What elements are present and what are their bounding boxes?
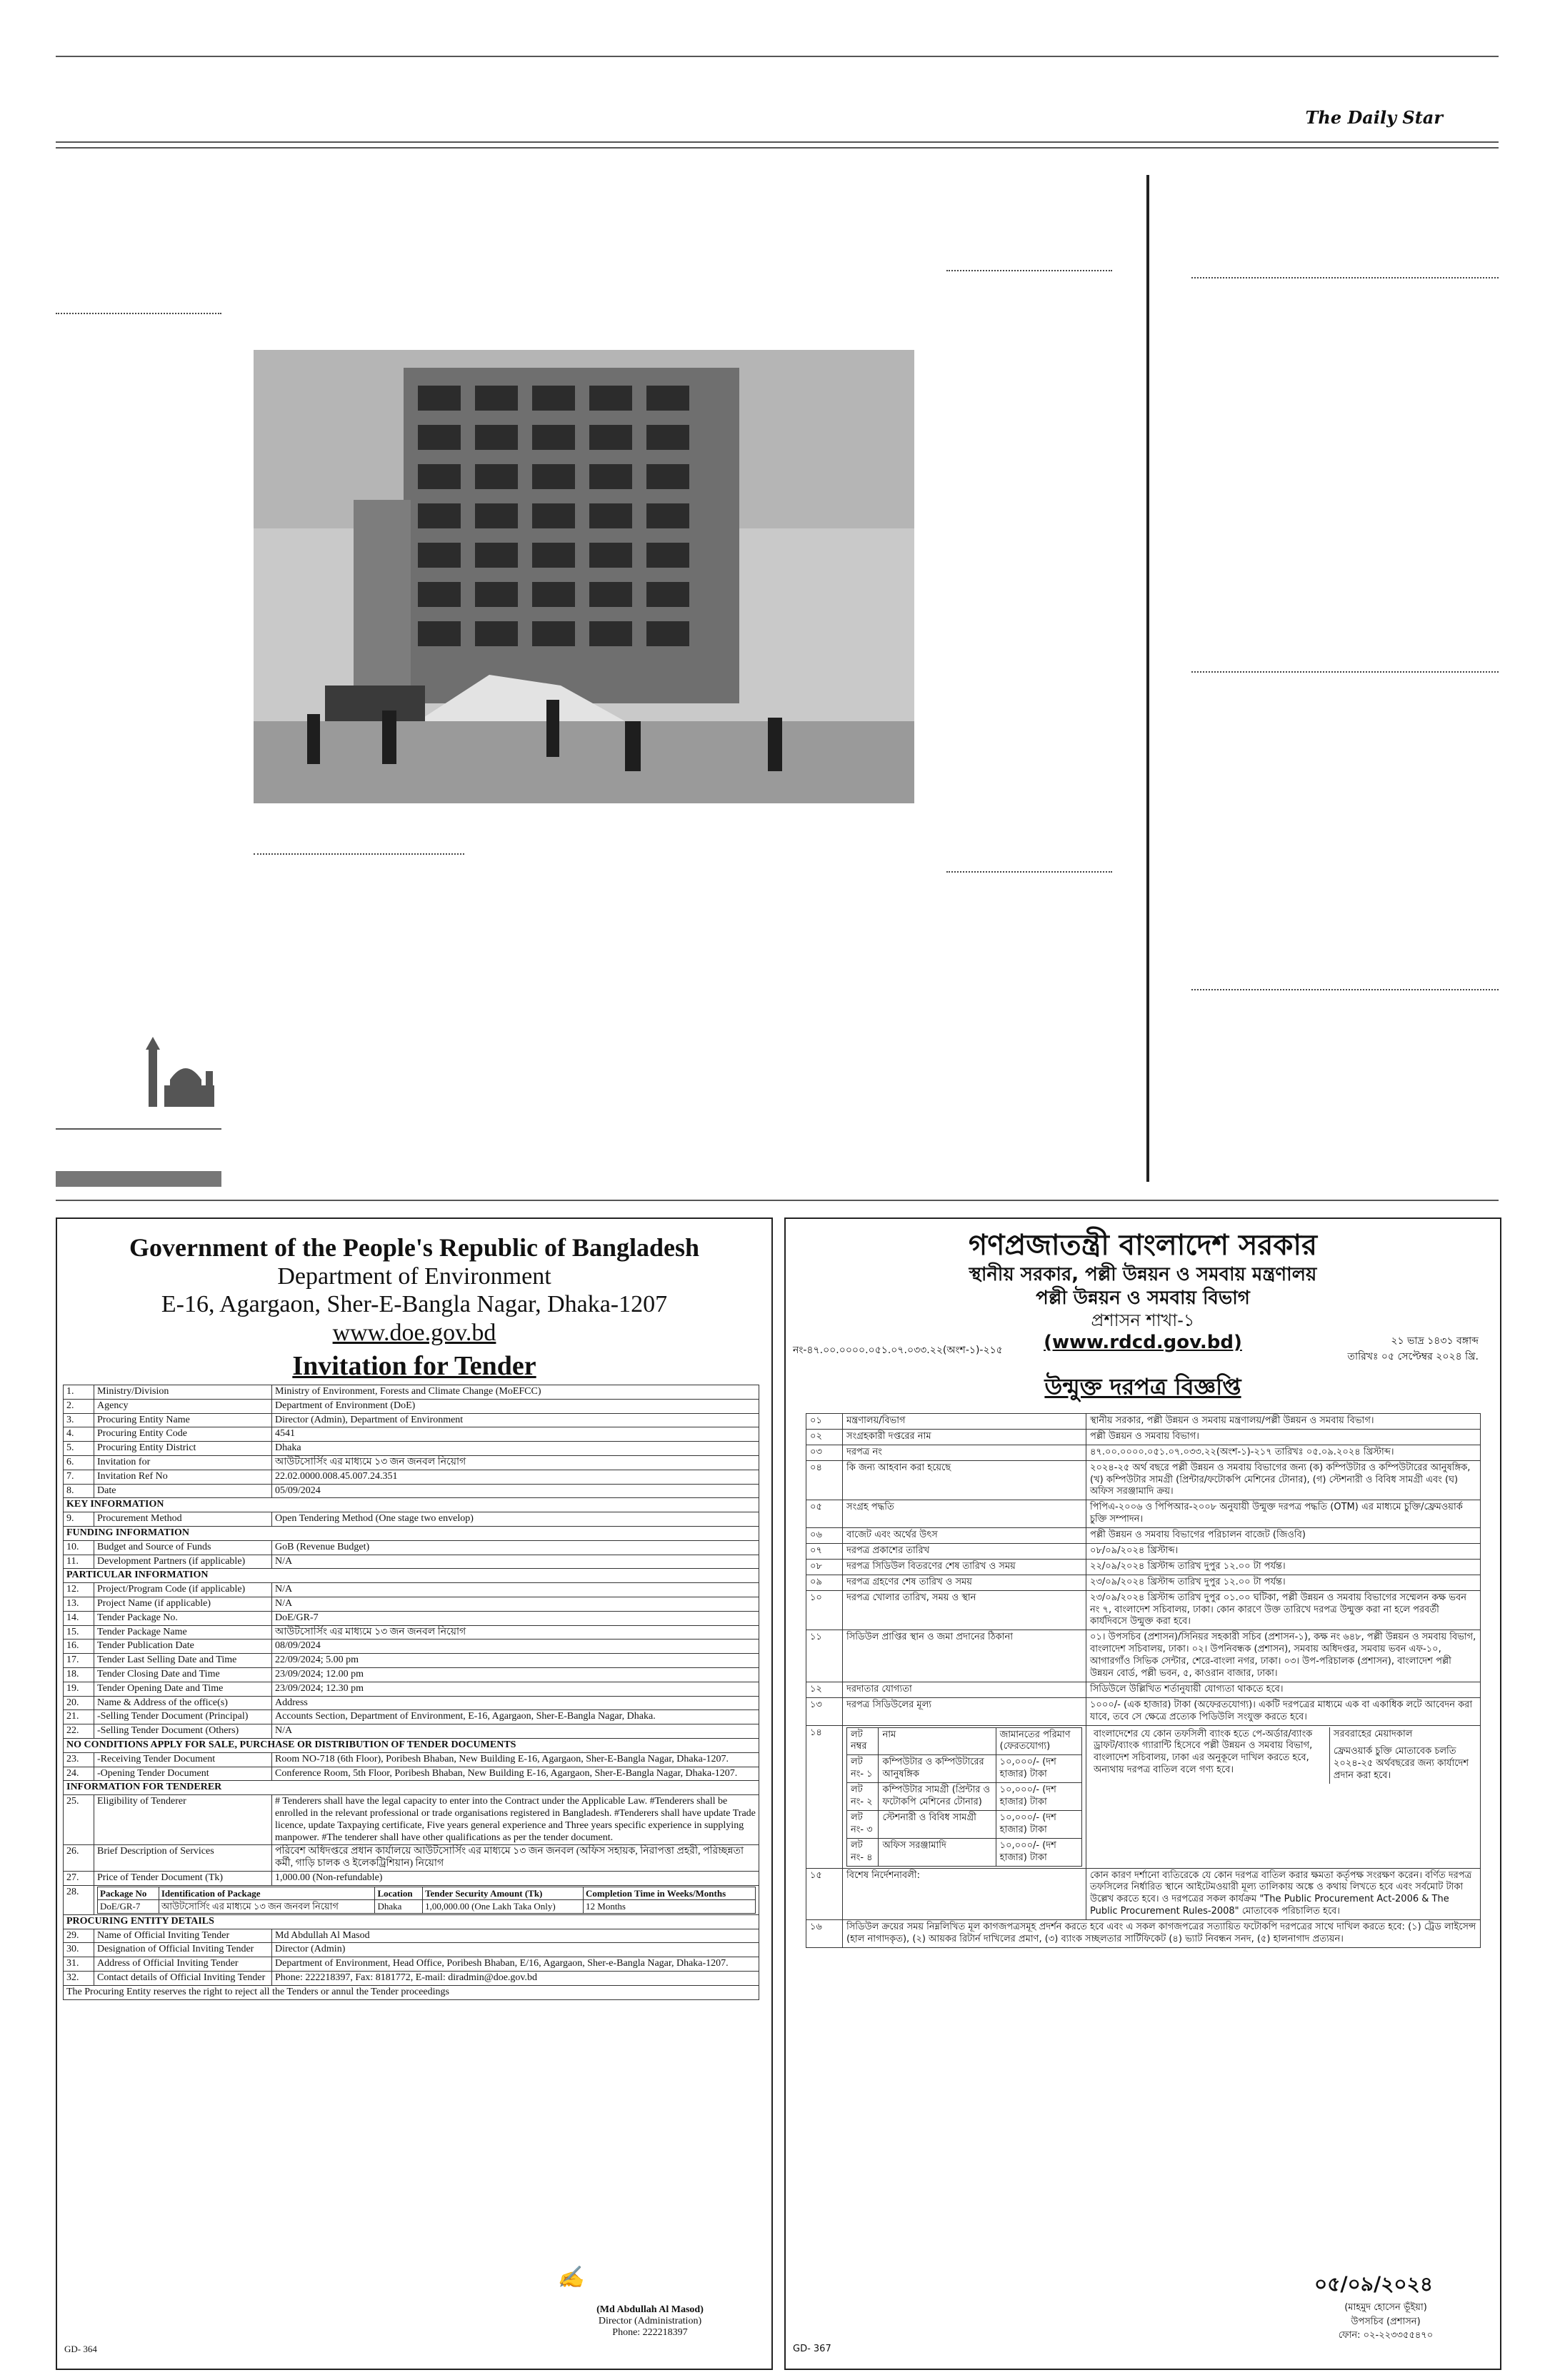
rdcd-signature-mark: ০৫/০৯/২০২৪ xyxy=(1314,2272,1433,2296)
row-label: Tender Package Name xyxy=(94,1625,272,1640)
row-number: ০৬ xyxy=(806,1528,843,1544)
row-value: GoB (Revenue Budget) xyxy=(272,1540,759,1555)
rdcd-signatory-designation: উপসচিব (প্রশাসন) xyxy=(1351,2316,1421,2327)
row-number: ০৫ xyxy=(806,1500,843,1528)
section-heading-row xyxy=(64,1526,759,1540)
reserve-note: The Procuring Entity reserves the right to reject all the Tenders or annul the Tender proceedings xyxy=(64,1985,759,1999)
rule xyxy=(56,1128,221,1130)
row-value: ১০০০/- (এক হাজার) টাকা (অফেরতযোগ্য)। একটি দরপত্রের মাধ্যমে এক বা একাধিক লটে আবেদন করা যাবে, তবে সে ক্ষেত্রে প্রত্যেক পিডিউলি সংযুক্ত করতে হবে। xyxy=(1086,1697,1481,1725)
column-divider xyxy=(1146,175,1149,1182)
doe-signatory-name: (Md Abdullah Al Masod) xyxy=(596,2304,704,2315)
row-number: 29. xyxy=(64,1929,94,1943)
lot-item-row xyxy=(847,1755,1082,1783)
row-label: -Receiving Tender Document xyxy=(94,1752,272,1767)
package-cell-value: 1,00,000.00 (One Lakh Taka Only) xyxy=(423,1900,584,1914)
row-number: 31. xyxy=(64,1957,94,1972)
table-row xyxy=(806,1630,1481,1682)
section-heading: KEY INFORMATION xyxy=(64,1498,759,1512)
masthead: The Daily Star xyxy=(1305,107,1443,128)
row-label: Tender Opening Date and Time xyxy=(94,1682,272,1696)
row-number: 22. xyxy=(64,1724,94,1739)
row-value: সিডিউলে উল্লিখিত শর্তানুযায়ী যোগ্যতা থাকতে হবে। xyxy=(1086,1682,1481,1697)
row-label: মন্ত্রণালয়/বিভাগ xyxy=(843,1414,1086,1430)
table-row xyxy=(64,1427,759,1442)
row-value: ২৩/০৯/২০২৪ খ্রিস্টাব্দ তারিখ দুপুর ১২.০০ টা পর্যন্ত। xyxy=(1086,1575,1481,1590)
table-row xyxy=(64,1484,759,1498)
row-value: পল্লী উন্নয়ন ও সমবায় বিভাগের পরিচালন বাজেট (জিওবি) xyxy=(1086,1528,1481,1544)
lot-cell xyxy=(843,1725,1086,1868)
row-label: Tender Publication Date xyxy=(94,1640,272,1654)
doe-dept-title: Department of Environment xyxy=(277,1263,551,1290)
row-value: 05/09/2024 xyxy=(272,1484,759,1498)
row-value: আউটসোর্সিং এর মাধ্যমে ১৩ জন জনবল নিয়োগ xyxy=(272,1455,759,1470)
doe-tender-table xyxy=(63,1385,759,2000)
table-row xyxy=(64,1871,759,1885)
row-number: ০৩ xyxy=(806,1445,843,1460)
lot-notes-row xyxy=(1090,1727,1476,1784)
rdcd-tender-ad xyxy=(784,1217,1501,2370)
row-value: ৪৭.০০.০০০০.০৫১.০৭.০৩৩.২২(অংশ-১)-২১৭ তারিখঃ ০৫.০৯.২০২৪ খ্রিস্টাব্দ। xyxy=(1086,1445,1481,1460)
row-number: ০১ xyxy=(806,1414,843,1430)
row-label: Procuring Entity Name xyxy=(94,1413,272,1427)
table-row xyxy=(64,1667,759,1682)
lot-name: অফিস সরঞ্জামাদি xyxy=(879,1838,996,1866)
rdcd-date-english xyxy=(1348,1349,1479,1365)
table-row xyxy=(64,1972,759,1986)
row-label: সংগ্রহকারী দপ্তরের নাম xyxy=(843,1429,1086,1445)
lot-delivery-cell xyxy=(1329,1727,1476,1784)
doe-signatory-phone: Phone: 222218397 xyxy=(612,2327,688,2338)
lot-number: লট নং- ১ xyxy=(847,1755,879,1783)
rdcd-memo-no: নং-৪৭.০০.০০০০.০৫১.০৭.০৩৩.২২(অংশ-১)-২১৫ xyxy=(793,1345,1003,1356)
row-number: 2. xyxy=(64,1399,94,1413)
row-number: 5. xyxy=(64,1442,94,1456)
row-label: Brief Description of Services xyxy=(94,1845,272,1872)
row-number: 8. xyxy=(64,1484,94,1498)
package-cell-value: DoE/GR-7 xyxy=(98,1900,159,1914)
row-value: N/A xyxy=(272,1555,759,1569)
lot-header-row xyxy=(847,1727,1082,1755)
table-row xyxy=(806,1697,1481,1725)
table-row xyxy=(806,1414,1481,1430)
row-value: স্থানীয় সরকার, পল্লী উন্নয়ন ও সমবায় মন্ত্রণালয়/পল্লী উন্নয়ন ও সমবায় বিভাগ। xyxy=(1086,1414,1481,1430)
row-label: দরপত্র সিডিউল বিতরণের শেষ তারিখ ও সময় xyxy=(843,1559,1086,1575)
row-number: ০৪ xyxy=(806,1460,843,1500)
table-row xyxy=(64,1597,759,1611)
table-row xyxy=(64,1611,759,1625)
row-number: 15. xyxy=(64,1625,94,1640)
ad-separator-rule xyxy=(56,1200,1499,1201)
dotted-rule xyxy=(946,270,1112,271)
package-row xyxy=(98,1900,756,1914)
table-row xyxy=(64,1929,759,1943)
row-number: 1. xyxy=(64,1385,94,1400)
row-number: ১০ xyxy=(806,1590,843,1630)
table-row xyxy=(64,1413,759,1427)
row-number: 12. xyxy=(64,1583,94,1597)
dotted-rule xyxy=(254,853,464,855)
row-number: ০৭ xyxy=(806,1544,843,1560)
lot-notes-table xyxy=(1090,1727,1476,1784)
row-number: 3. xyxy=(64,1413,94,1427)
lot-name: স্টেশনারী ও বিবিধ সামগ্রী xyxy=(879,1810,996,1838)
row-value: Director (Admin) xyxy=(272,1943,759,1957)
row-label: Date xyxy=(94,1484,272,1498)
lot-header: জামানতের পরিমাণ (ফেরতযোগ্য) xyxy=(996,1727,1081,1755)
row-value: Address xyxy=(272,1696,759,1710)
row-number: ১১ xyxy=(806,1630,843,1682)
table-row xyxy=(64,1752,759,1767)
table-row xyxy=(806,1528,1481,1544)
lot-name: কম্পিউটার সামগ্রী (প্রিন্টার ও ফটোকপি মেশিনের টোনার) xyxy=(879,1783,996,1811)
table-row xyxy=(64,1640,759,1654)
rdcd-signatory xyxy=(1286,2301,1486,2343)
dotted-rule xyxy=(1191,277,1499,278)
rdcd-date-value: ০৫ সেপ্টেম্বর ২০২৪ খ্রি. xyxy=(1381,1351,1479,1363)
row-number: 13. xyxy=(64,1597,94,1611)
row-number: 23. xyxy=(64,1752,94,1767)
row-label: Tender Closing Date and Time xyxy=(94,1667,272,1682)
table-row xyxy=(64,1724,759,1739)
table-row xyxy=(806,1868,1481,1920)
row-value: ২০২৪-২৫ অর্থ বছরে পল্লী উন্নয়ন ও সমবায় বিভাগের জন্য (ক) কম্পিউটার ও কম্পিউটারের আনুষঙ্গিক, (খ) কম্পিউটার সামগ্রী (প্রিন্টার/ফটোকপি মেশিনের টোনার), (গ) স্টেশনারী ও বিবিধ সামগ্রী এবং (ঘ) অফিস সরঞ্জামাদি ক্রয়। xyxy=(1086,1460,1481,1500)
package-header: Completion Time in Weeks/Months xyxy=(584,1887,756,1900)
row-number: ০২ xyxy=(806,1429,843,1445)
section-heading: PARTICULAR INFORMATION xyxy=(64,1569,759,1583)
section-heading-row xyxy=(64,1781,759,1795)
table-row xyxy=(64,1470,759,1484)
row-value: 22.02.0000.008.45.007.24.351 xyxy=(272,1470,759,1484)
table-row xyxy=(64,1385,759,1400)
row-value: পিপিএ-২০০৬ ও পিপিআর-২০০৮ অনুযায়ী উন্মুক্ত দরপত্র পদ্ধতি (OTM) এর মাধ্যমে চুক্তি/ফ্রেমওয়ার্ক চুক্তি সম্পাদন। xyxy=(1086,1500,1481,1528)
rdcd-ad-title: উন্মুক্ত দরপত্র বিজ্ঞপ্তি xyxy=(1044,1373,1241,1400)
row-label: কি জন্য আহবান করা হয়েছে xyxy=(843,1460,1086,1500)
row-value: সিডিউল ক্রয়ের সময় নিম্নলিখিত মূল কাগজপত্রসমূহ প্রদর্শন করতে হবে এবং এ সকল কাগজপত্রের সত্যায়িত ফটোকপি দরপত্রের সাথে দাখিল করতে হবে: (১) ট্রেড লাইসেন্স (হাল নাগাদকৃত), (২) আয়কর রিটার্ন দাখিলের প্রমাণ, (৩) ব্যাংক সচ্ছলতার সার্টিফিকেট (৪) ভ্যাট নিবন্ধন সনদ, (৫) হালনাগাদ প্রত্যয়ন। xyxy=(843,1920,1481,1948)
row-value: Ministry of Environment, Forests and Climate Change (MoEFCC) xyxy=(272,1385,759,1400)
section-heading-row xyxy=(64,1914,759,1929)
table-row xyxy=(64,1583,759,1597)
row-value: 22/09/2024; 5.00 pm xyxy=(272,1654,759,1668)
row-value: Accounts Section, Department of Environment, E-16, Agargaon, Sher-E-Bangla Nagar, Dhaka. xyxy=(272,1710,759,1724)
row-label: Name & Address of the office(s) xyxy=(94,1696,272,1710)
row-label: Name of Official Inviting Tender xyxy=(94,1929,272,1943)
row-number: 16. xyxy=(64,1640,94,1654)
section-heading-row xyxy=(64,1569,759,1583)
table-row xyxy=(64,1654,759,1668)
row-number: ০৯ xyxy=(806,1575,843,1590)
dotted-rule xyxy=(946,871,1112,873)
row-label: Ministry/Division xyxy=(94,1385,272,1400)
doe-signature: ✍ xyxy=(557,2265,584,2290)
table-row xyxy=(806,1682,1481,1697)
row-label: Price of Tender Document (Tk) xyxy=(94,1871,272,1885)
lot-header: নাম xyxy=(879,1727,996,1755)
lot-amount: ১০,০০০/- (দশ হাজার) টাকা xyxy=(996,1838,1081,1866)
row-value: Director (Admin), Department of Environment xyxy=(272,1413,759,1427)
row-label: দরদাতার যোগ্যতা xyxy=(843,1682,1086,1697)
doe-signatory xyxy=(557,2304,743,2339)
row-label: Procuring Entity Code xyxy=(94,1427,272,1442)
row-value: N/A xyxy=(272,1597,759,1611)
row-label: Agency xyxy=(94,1399,272,1413)
row-number: 27. xyxy=(64,1871,94,1885)
row-label: Budget and Source of Funds xyxy=(94,1540,272,1555)
row-label: Designation of Official Inviting Tender xyxy=(94,1943,272,1957)
table-row xyxy=(64,1399,759,1413)
row-label: Contact details of Official Inviting Tender xyxy=(94,1972,272,1986)
lot-amount: ১০,০০০/- (দশ হাজার) টাকা xyxy=(996,1783,1081,1811)
row-label: Tender Package No. xyxy=(94,1611,272,1625)
row-number: ১৫ xyxy=(806,1868,843,1920)
row-number: 14. xyxy=(64,1611,94,1625)
table-row xyxy=(806,1559,1481,1575)
lot-number: লট নং- ৪ xyxy=(847,1838,879,1866)
row-value: Md Abdullah Al Masod xyxy=(272,1929,759,1943)
row-value: ০৮/০৯/২০২৪ খ্রিস্টাব্দ। xyxy=(1086,1544,1481,1560)
table-row xyxy=(64,1682,759,1696)
row-value: পরিবেশ অধিদপ্তরে প্রধান কার্যালয়ে আউটসোর্সিং এর মাধ্যমে ১৩ জন জনবল (অফিস সহায়ক, নিরাপত্তা প্রহরী, পরিচ্ছন্নতা কর্মী, গাড়ি চালক ও ইলেকট্রিশিয়ান) নিয়োগ xyxy=(272,1845,759,1872)
table-row xyxy=(806,1445,1481,1460)
rdcd-gov-title: গণপ্রজাতন্ত্রী বাংলাদেশ সরকার xyxy=(969,1229,1317,1262)
row-label: বাজেট এবং অর্থের উৎস xyxy=(843,1528,1086,1544)
row-label: সিডিউল প্রাপ্তির স্থান ও জমা প্রদানের ঠিকানা xyxy=(843,1630,1086,1682)
lot-item-row xyxy=(847,1838,1082,1866)
lot-delivery-note: ফ্রেমওয়ার্ক চুক্তি মোতাবেক চলতি ২০২৪-২৫ অর্থবছরের জন্য কার্যাদেশ প্রদান করা হবে। xyxy=(1333,1746,1469,1782)
doe-ad-header xyxy=(57,1233,771,1382)
row-number: 4. xyxy=(64,1427,94,1442)
package-cell-value: Dhaka xyxy=(375,1900,423,1914)
rdcd-ad-code: GD- 367 xyxy=(793,2344,831,2354)
table-row xyxy=(64,1696,759,1710)
package-header: Location xyxy=(375,1887,423,1900)
table-row xyxy=(64,1442,759,1456)
dotted-rule xyxy=(1191,671,1499,673)
row-value: DoE/GR-7 xyxy=(272,1611,759,1625)
row-number: 6. xyxy=(64,1455,94,1470)
rdcd-dates xyxy=(1348,1333,1479,1365)
row-value: ২৩/০৯/২০২৪ খ্রিস্টাব্দ তারিখ দুপুর ০১.০০ ঘটিকা, পল্লী উন্নয়ন ও সমবায় বিভাগের সম্মেলন কক্ষ ভবন নং ৭, বাংলাদেশ সচিবালয়, ঢাকা। কোন কারণে উক্ত তারিখে দরপত্র উন্মুক্ত করা না হলে পরবর্তী কার্যদিবসে উন্মুক্ত করা হবে। xyxy=(1086,1590,1481,1630)
row-value: Department of Environment (DoE) xyxy=(272,1399,759,1413)
rdcd-division: পল্লী উন্নয়ন ও সমবায় বিভাগ xyxy=(1036,1287,1250,1309)
section-heading-row xyxy=(64,1498,759,1512)
package-header: Tender Security Amount (Tk) xyxy=(423,1887,584,1900)
lot-header: লট নম্বর xyxy=(847,1727,879,1755)
row-label: Procurement Method xyxy=(94,1512,272,1527)
table-row xyxy=(806,1590,1481,1630)
doe-website: www.doe.gov.bd xyxy=(332,1319,496,1346)
construction-photo xyxy=(254,350,914,803)
row-number: 20. xyxy=(64,1696,94,1710)
row-label: Project Name (if applicable) xyxy=(94,1597,272,1611)
row-value: N/A xyxy=(272,1724,759,1739)
row-number: 19. xyxy=(64,1682,94,1696)
table-row xyxy=(64,1767,759,1781)
row-number: 26. xyxy=(64,1845,94,1872)
lot-number: লট নং- ২ xyxy=(847,1783,879,1811)
table-row xyxy=(64,1710,759,1724)
package-cell xyxy=(94,1885,759,1914)
row-number: 9. xyxy=(64,1512,94,1527)
rdcd-tender-table xyxy=(806,1413,1481,1948)
row-label: Eligibility of Tenderer xyxy=(94,1795,272,1845)
rdcd-branch: প্রশাসন শাখা-১ xyxy=(1091,1310,1195,1330)
rdcd-signatory-phone: ফোন: ০২-২২৩৩৫৫৪৭০ xyxy=(1338,2330,1434,2341)
lot-name: কম্পিউটার ও কম্পিউটারের আনুষঙ্গিক xyxy=(879,1755,996,1783)
table-row xyxy=(806,1500,1481,1528)
table-row xyxy=(64,1885,759,1914)
table-row xyxy=(64,1795,759,1845)
row-number: 18. xyxy=(64,1667,94,1682)
row-value: Dhaka xyxy=(272,1442,759,1456)
row-value: Department of Environment, Head Office, Poribesh Bhaban, E/16, Agargaon, Sher-e-Bangla Nagar, Dhaka-1207. xyxy=(272,1957,759,1972)
package-header-row xyxy=(98,1887,756,1900)
row-number: ১৪ xyxy=(806,1725,843,1868)
lot-item-row xyxy=(847,1783,1082,1811)
package-header: Identification of Package xyxy=(159,1887,375,1900)
row-label: দরপত্র খোলার তারিখ, সময় ও স্থান xyxy=(843,1590,1086,1630)
row-number: ১৩ xyxy=(806,1697,843,1725)
row-value: ০১। উপসচিব (প্রশাসন)/সিনিয়র সহকারী সচিব (প্রশাসন-১), কক্ষ নং ৬৪৮, পল্লী উন্নয়ন ও সমবায় বিভাগ, বাংলাদেশ সচিবালয়, ঢাকা। ০২। উপনিবন্ধক (প্রশাসন), সমবায় অধিদপ্তর, সমবায় ভবন এফ-১০, আগারগাঁও সিভিক সেন্টার, শেরে-বাংলা নগর, ঢাকা। ০৩। উপ-পরিচালক (প্রশাসন), বাংলাদেশ পল্লী উন্নয়ন বোর্ড, পল্লী ভবন, ৫, কাওরান বাজার, ঢাকা। xyxy=(1086,1630,1481,1682)
section-heading: INFORMATION FOR TENDERER xyxy=(64,1781,759,1795)
doe-tender-ad xyxy=(56,1217,773,2370)
row-value: ২২/০৯/২০২৪ খ্রিস্টাব্দ তারিখ দুপুর ১২.০০ টা পর্যন্ত। xyxy=(1086,1559,1481,1575)
row-number: 11. xyxy=(64,1555,94,1569)
rdcd-ministry: স্থানীয় সরকার, পল্লী উন্নয়ন ও সমবায় মন্ত্রণালয় xyxy=(969,1264,1317,1285)
section-heading: PROCURING ENTITY DETAILS xyxy=(64,1914,759,1929)
row-value: N/A xyxy=(272,1583,759,1597)
grey-bar xyxy=(56,1171,221,1187)
row-value: 23/09/2024; 12.30 pm xyxy=(272,1682,759,1696)
lot-table xyxy=(846,1727,1082,1867)
row-number: 17. xyxy=(64,1654,94,1668)
table-row xyxy=(806,1575,1481,1590)
doe-ad-title: Invitation for Tender xyxy=(292,1350,536,1381)
mosque-icon xyxy=(136,1035,221,1114)
table-row xyxy=(64,1957,759,1972)
doe-gov-title: Government of the People's Republic of Bangladesh xyxy=(129,1233,699,1262)
row-label: Address of Official Inviting Tender xyxy=(94,1957,272,1972)
table-row xyxy=(64,1512,759,1527)
row-label: Procuring Entity District xyxy=(94,1442,272,1456)
row-label: Invitation for xyxy=(94,1455,272,1470)
row-label: -Opening Tender Document xyxy=(94,1767,272,1781)
lot-amount: ১০,০০০/- (দশ হাজার) টাকা xyxy=(996,1810,1081,1838)
row-number: ১৬ xyxy=(806,1920,843,1948)
row-value: আউটসোর্সিং এর মাধ্যমে ১৩ জন জনবল নিয়োগ xyxy=(272,1625,759,1640)
table-row xyxy=(806,1429,1481,1445)
dotted-rule xyxy=(56,313,221,314)
rdcd-website: (www.rdcd.gov.bd) xyxy=(1044,1332,1242,1353)
news-photo xyxy=(254,350,914,803)
package-cell-value: 12 Months xyxy=(584,1900,756,1914)
row-number: 25. xyxy=(64,1795,94,1845)
row-value: 08/09/2024 xyxy=(272,1640,759,1654)
lot-security-note: বাংলাদেশের যে কোন তফসিলী ব্যাংক হতে পে-অর্ডার/ব্যাংক ড্রাফট/ব্যাংক গ্যারান্টি হিসেবে পল্লী উন্নয়ন ও সমবায় বিভাগ, বাংলাদেশ সচিবালয়, ঢাকা এর অনুকূলে দাখিল করতে হবে, অন্যথায় দরপত্র বাতিল বলে গণ্য হবে। xyxy=(1094,1728,1313,1776)
row-label: বিশেষ নির্দেশনাবলী: xyxy=(843,1868,1086,1920)
row-number: 24. xyxy=(64,1767,94,1781)
row-number: 32. xyxy=(64,1972,94,1986)
rdcd-signatory-name: (মাহমুদ হোসেন ভূঁইয়া) xyxy=(1344,2302,1427,2313)
doe-signatory-designation: Director (Administration) xyxy=(598,2316,702,2326)
rdcd-date-label: তারিখঃ xyxy=(1347,1351,1379,1363)
package-header: Package No xyxy=(98,1887,159,1900)
row-number: 10. xyxy=(64,1540,94,1555)
table-row xyxy=(64,1555,759,1569)
row-label: দরপত্র প্রকাশের তারিখ xyxy=(843,1544,1086,1560)
rdcd-date-bangla: ২১ ভাদ্র ১৪৩১ বঙ্গাব্দ xyxy=(1391,1335,1479,1347)
lot-notes xyxy=(1086,1725,1481,1868)
row-label: -Selling Tender Document (Principal) xyxy=(94,1710,272,1724)
section-heading-row xyxy=(64,1738,759,1752)
package-table xyxy=(97,1887,756,1914)
table-row xyxy=(806,1544,1481,1560)
doe-ad-code: GD- 364 xyxy=(64,2344,97,2354)
row-number: 21. xyxy=(64,1710,94,1724)
row-value: # Tenderers shall have the legal capacity to enter into the Contract under the Applicable Law. #Tenderers shall be enrolled in the relevant professional or trade organisations registered in Bangladesh. #Tenderers shall have update Trade licence, update Taxpaying certificate, Five years general experience and Three years specific experience in supplying manpower. #The tenderer shall have other qualifications as per the tender document. xyxy=(272,1795,759,1845)
top-rule xyxy=(56,56,1499,57)
lot-row xyxy=(806,1725,1481,1868)
row-value: 1,000.00 (Non-refundable) xyxy=(272,1871,759,1885)
table-row xyxy=(64,1625,759,1640)
header-rule-2 xyxy=(56,147,1499,149)
reserve-row xyxy=(64,1985,759,1999)
row-number: ১২ xyxy=(806,1682,843,1697)
row-number: ০৮ xyxy=(806,1559,843,1575)
doe-address: E-16, Agargaon, Sher-E-Bangla Nagar, Dhaka-1207 xyxy=(161,1291,668,1318)
lot-number: লট নং- ৩ xyxy=(847,1810,879,1838)
table-row xyxy=(806,1460,1481,1500)
table-row xyxy=(64,1943,759,1957)
header-rule-1 xyxy=(56,141,1499,143)
row-value: Conference Room, 5th Floor, Poribesh Bhaban, New Building E-16, Agargaon, Sher-E-Bangla Nagar, Dhaka-1207. xyxy=(272,1767,759,1781)
row-value: 4541 xyxy=(272,1427,759,1442)
row-value: পল্লী উন্নয়ন ও সমবায় বিভাগ। xyxy=(1086,1429,1481,1445)
row-label: Invitation Ref No xyxy=(94,1470,272,1484)
row-value: Room NO-718 (6th Floor), Poribesh Bhaban, New Building E-16, Agargaon, Sher-E-Bangla Nagar, Dhaka-1207. xyxy=(272,1752,759,1767)
lot-delivery-label: সরবরাহের মেয়াদকাল xyxy=(1333,1728,1413,1739)
row-value: কোন কারণ দর্শানো ব্যতিরেকে যে কোন দরপত্র বাতিল করার ক্ষমতা কর্তৃপক্ষ সংরক্ষণ করেন। বর্ণিত দরপত্র তফসিলের নির্ধারিত স্থানে আইটেমওয়ারী মূল্য তালিকায় অঙ্কে ও কথায় লিখতে হবে এবং সর্বমোট টাকা উল্লেখ করতে হবে। ও দরপত্রের সকল কার্যক্রম "The Public Procurement Act-2006 & The Public Procurement Rules-2008" মোতাবেক পরিচালিত হবে। xyxy=(1086,1868,1481,1920)
row-number: 7. xyxy=(64,1470,94,1484)
row-label: দরপত্র নং xyxy=(843,1445,1086,1460)
table-row xyxy=(64,1455,759,1470)
row-label: Project/Program Code (if applicable) xyxy=(94,1583,272,1597)
table-row xyxy=(806,1920,1481,1948)
row-number: 30. xyxy=(64,1943,94,1957)
table-row xyxy=(64,1845,759,1872)
row-label: দরপত্র সিডিউলের মূল্য xyxy=(843,1697,1086,1725)
row-number: 28. xyxy=(64,1885,94,1914)
row-label: Development Partners (if applicable) xyxy=(94,1555,272,1569)
table-row xyxy=(64,1540,759,1555)
section-heading: FUNDING INFORMATION xyxy=(64,1526,759,1540)
row-label: দরপত্র গ্রহণের শেষ তারিখ ও সময় xyxy=(843,1575,1086,1590)
row-label: Tender Last Selling Date and Time xyxy=(94,1654,272,1668)
row-label: সংগ্রহ পদ্ধতি xyxy=(843,1500,1086,1528)
row-value: Open Tendering Method (One stage two envelop) xyxy=(272,1512,759,1527)
lot-amount: ১০,০০০/- (দশ হাজার) টাকা xyxy=(996,1755,1081,1783)
lot-item-row xyxy=(847,1810,1082,1838)
row-label: -Selling Tender Document (Others) xyxy=(94,1724,272,1739)
dotted-rule xyxy=(1191,989,1499,990)
row-value: Phone: 222218397, Fax: 8181772, E-mail: diradmin@doe.gov.bd xyxy=(272,1972,759,1986)
row-value: 23/09/2024; 12.00 pm xyxy=(272,1667,759,1682)
section-heading: NO CONDITIONS APPLY FOR SALE, PURCHASE OR DISTRIBUTION OF TENDER DOCUMENTS xyxy=(64,1738,759,1752)
package-cell-value: আউটসোর্সিং এর মাধ্যমে ১৩ জন জনবল নিয়োগ xyxy=(159,1900,375,1914)
